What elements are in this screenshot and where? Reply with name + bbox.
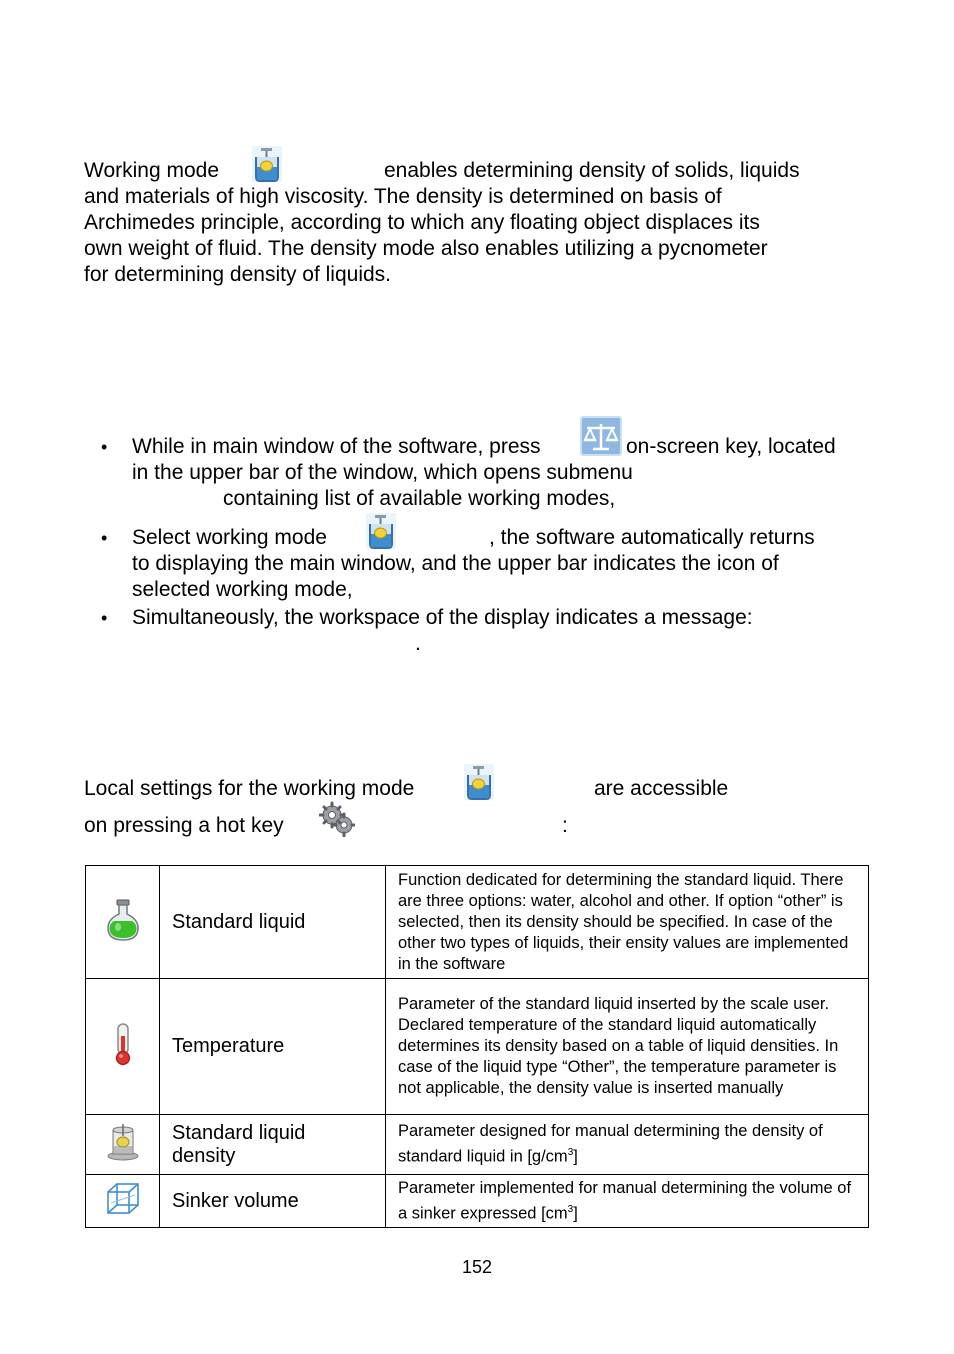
intro-line-5: for determining density of liquids. — [84, 263, 391, 286]
superscript: 3 — [567, 1147, 574, 1159]
param-description: Parameter of the standard liquid inserted by the scale user. Declared temperature of the standard liquid automatically determines its density based on a table of liquid densities. In case of the liquid type “Other”, the temperature parameter is not applicable, the density value is inserted manually — [386, 979, 869, 1115]
density-mode-icon[interactable] — [365, 512, 397, 550]
density-mode-icon — [251, 145, 283, 183]
page-number: 152 — [461, 1257, 493, 1277]
local-settings-line-2-prefix: on pressing a hot key — [84, 814, 284, 837]
thermometer-icon — [112, 1022, 134, 1066]
step-2-line-2: to displaying the main window, and the upper bar indicates the icon of — [132, 552, 779, 575]
step-3-line-2: . — [415, 632, 421, 655]
table-row — [86, 979, 869, 1115]
intro-line-1-suffix: enables determining density of solids, liquids — [384, 159, 800, 182]
table-row — [86, 1175, 869, 1228]
bullet-1: • — [101, 437, 108, 457]
intro-line-3: Archimedes principle, according to which any floating object displaces its — [84, 211, 760, 234]
param-description-text: Parameter implemented for manual determining the volume of a sinker expressed [cm — [398, 1178, 852, 1223]
local-settings-line-2-suffix: : — [562, 814, 568, 837]
step-3-line-1: Simultaneously, the workspace of the display indicates a message: — [132, 606, 753, 629]
param-name-line-2: density — [172, 1144, 236, 1167]
step-1-line-3: containing list of available working modes, — [223, 487, 616, 510]
local-settings-line-1-suffix: are accessible — [594, 777, 729, 800]
step-1-line-1-suffix: on-screen key, located — [626, 435, 836, 458]
step-2-line-3: selected working mode, — [132, 578, 353, 601]
superscript: 3 — [567, 1203, 574, 1215]
density-mode-icon — [463, 763, 495, 801]
bullet-3: • — [101, 608, 108, 628]
intro-line-4: own weight of fluid. The density mode also enables utilizing a pycnometer — [84, 237, 768, 260]
gear-icon[interactable] — [319, 801, 355, 837]
param-description — [386, 1115, 869, 1175]
bullet-2: • — [101, 528, 108, 548]
param-description: Function dedicated for determining the standard liquid. There are three options: water, alcohol and other. If option “other” is selected, then its density should be specified. In case of the other two types of liquids, their ensity values are implemented in the software — [386, 866, 869, 979]
cube-icon — [105, 1181, 141, 1217]
table-row — [86, 1115, 869, 1175]
step-2-line-1-prefix: Select working mode — [132, 526, 327, 549]
param-name: Standard liquid — [160, 866, 386, 979]
param-name-line-1: Standard liquid — [172, 1121, 306, 1144]
param-description-text: Parameter designed for manual determining the density of standard liquid in [g/cm — [398, 1122, 823, 1166]
local-settings-line-1-prefix: Local settings for the working mode — [84, 777, 415, 800]
step-1-line-2: in the upper bar of the window, which opens submenu — [132, 461, 633, 484]
param-name: Sinker volume — [160, 1175, 386, 1228]
param-name: Temperature — [160, 979, 386, 1115]
param-name — [160, 1115, 386, 1175]
settings-table — [85, 865, 869, 1228]
step-1-line-1-prefix: While in main window of the software, press — [132, 435, 541, 458]
flask-icon — [105, 898, 141, 942]
param-description-end: ] — [573, 1204, 578, 1223]
step-2-line-1-suffix: , the software automatically returns — [489, 526, 815, 549]
intro-line-1-prefix: Working mode — [84, 159, 220, 182]
param-description-end: ] — [573, 1147, 578, 1166]
param-description — [386, 1175, 869, 1228]
table-row — [86, 866, 869, 979]
density-icon — [105, 1122, 141, 1162]
scale-mode-icon[interactable] — [580, 416, 622, 456]
intro-line-2: and materials of high viscosity. The density is determined on basis of — [84, 185, 722, 208]
